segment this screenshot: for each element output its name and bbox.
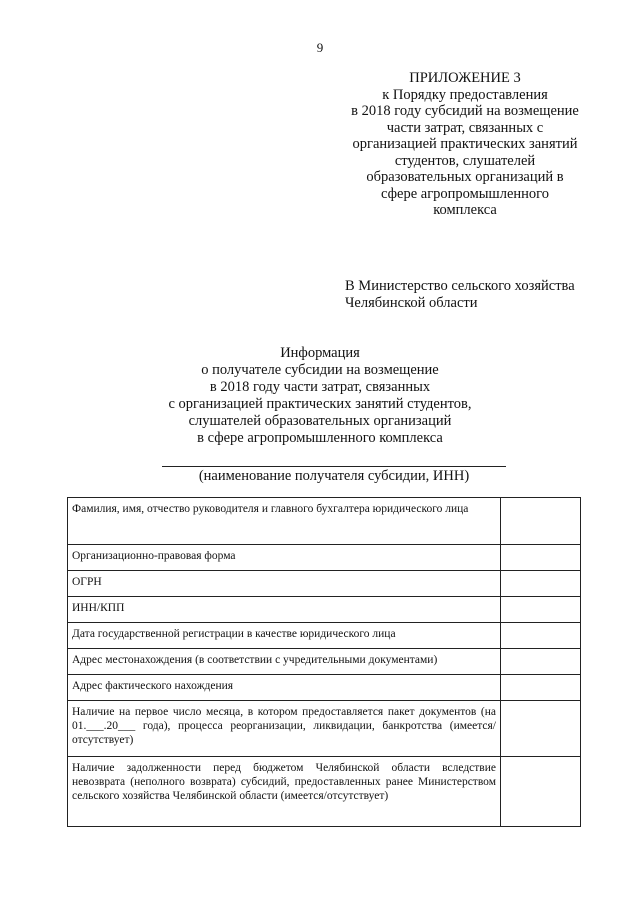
row-label-director-accountant: Фамилия, имя, отчество руководителя и главного бухгалтера юридического лица (68, 498, 501, 545)
info-subtitle-line: с организацией практических занятий студентов, (168, 396, 472, 412)
value-cell-ogrn[interactable] (501, 571, 581, 597)
appendix-line: комплекса (433, 202, 497, 218)
value-cell-registration-date[interactable] (501, 623, 581, 649)
row-label-inn-kpp: ИНН/КПП (68, 597, 501, 623)
table-row (68, 498, 581, 545)
row-label-actual-address: Адрес фактического нахождения (68, 675, 501, 701)
table-row (68, 675, 581, 701)
value-cell-actual-address[interactable] (501, 675, 581, 701)
value-cell-director-accountant[interactable] (501, 498, 581, 545)
table-row (68, 597, 581, 623)
addressee-block (345, 278, 605, 312)
appendix-line: образовательных организаций в (366, 169, 564, 185)
value-cell-budget-debt[interactable] (501, 757, 581, 827)
recipient-name-caption: (наименование получателя субсидии, ИНН) (198, 468, 470, 484)
value-cell-reorganization-status[interactable] (501, 701, 581, 757)
info-subtitle-line: в сфере агропромышленного комплекса (197, 430, 443, 446)
info-subtitle-line: о получателе субсидии на возмещение (201, 362, 439, 378)
row-label-legal-form: Организационно-правовая форма (68, 545, 501, 571)
page-number: 9 (316, 40, 324, 55)
recipient-info-table (67, 497, 581, 827)
value-cell-legal-address[interactable] (501, 649, 581, 675)
appendix-line: части затрат, связанных с (386, 119, 544, 136)
row-label-ogrn: ОГРН (68, 571, 501, 597)
table-row (68, 545, 581, 571)
table-row (68, 701, 581, 757)
addressee-line: Челябинской области (345, 295, 478, 311)
info-title-block (0, 345, 640, 447)
info-subtitle-line: слушателей образовательных организаций (188, 413, 452, 429)
row-label-budget-debt: Наличие задолженности перед бюджетом Челябинской области вследствие невозврата (неполного возврата) субсидий, предоставленных ранее Министерством сельского хозяйства Челябинской области (имеется/отсутствует) (68, 757, 501, 827)
appendix-header (330, 70, 600, 219)
appendix-line: организацией практических занятий (352, 136, 578, 152)
info-title: Информация (280, 345, 360, 361)
table-row (68, 757, 581, 827)
appendix-line: студентов, слушателей (394, 152, 536, 169)
value-cell-inn-kpp[interactable] (501, 597, 581, 623)
table-row (68, 649, 581, 675)
row-label-registration-date: Дата государственной регистрации в качестве юридического лица (68, 623, 501, 649)
row-label-reorganization-status: Наличие на первое число месяца, в котором предоставляется пакет документов (на 01.___.20___ года), процесса реорганизации, ликвидации, банкротства (имеется/отсутствует) (68, 701, 501, 757)
appendix-title: ПРИЛОЖЕНИЕ 3 (409, 70, 521, 86)
appendix-line: в 2018 году субсидий на возмещение (351, 103, 579, 119)
info-subtitle-line: в 2018 году части затрат, связанных (209, 379, 431, 395)
row-label-legal-address: Адрес местонахождения (в соответствии с учредительными документами) (68, 649, 501, 675)
table-row (68, 623, 581, 649)
recipient-name-line[interactable] (162, 466, 506, 467)
table-row (68, 571, 581, 597)
value-cell-legal-form[interactable] (501, 545, 581, 571)
appendix-line: к Порядку предоставления (382, 86, 548, 103)
appendix-line: сфере агропромышленного (381, 185, 549, 202)
addressee-line: В Министерство сельского хозяйства (345, 278, 575, 294)
